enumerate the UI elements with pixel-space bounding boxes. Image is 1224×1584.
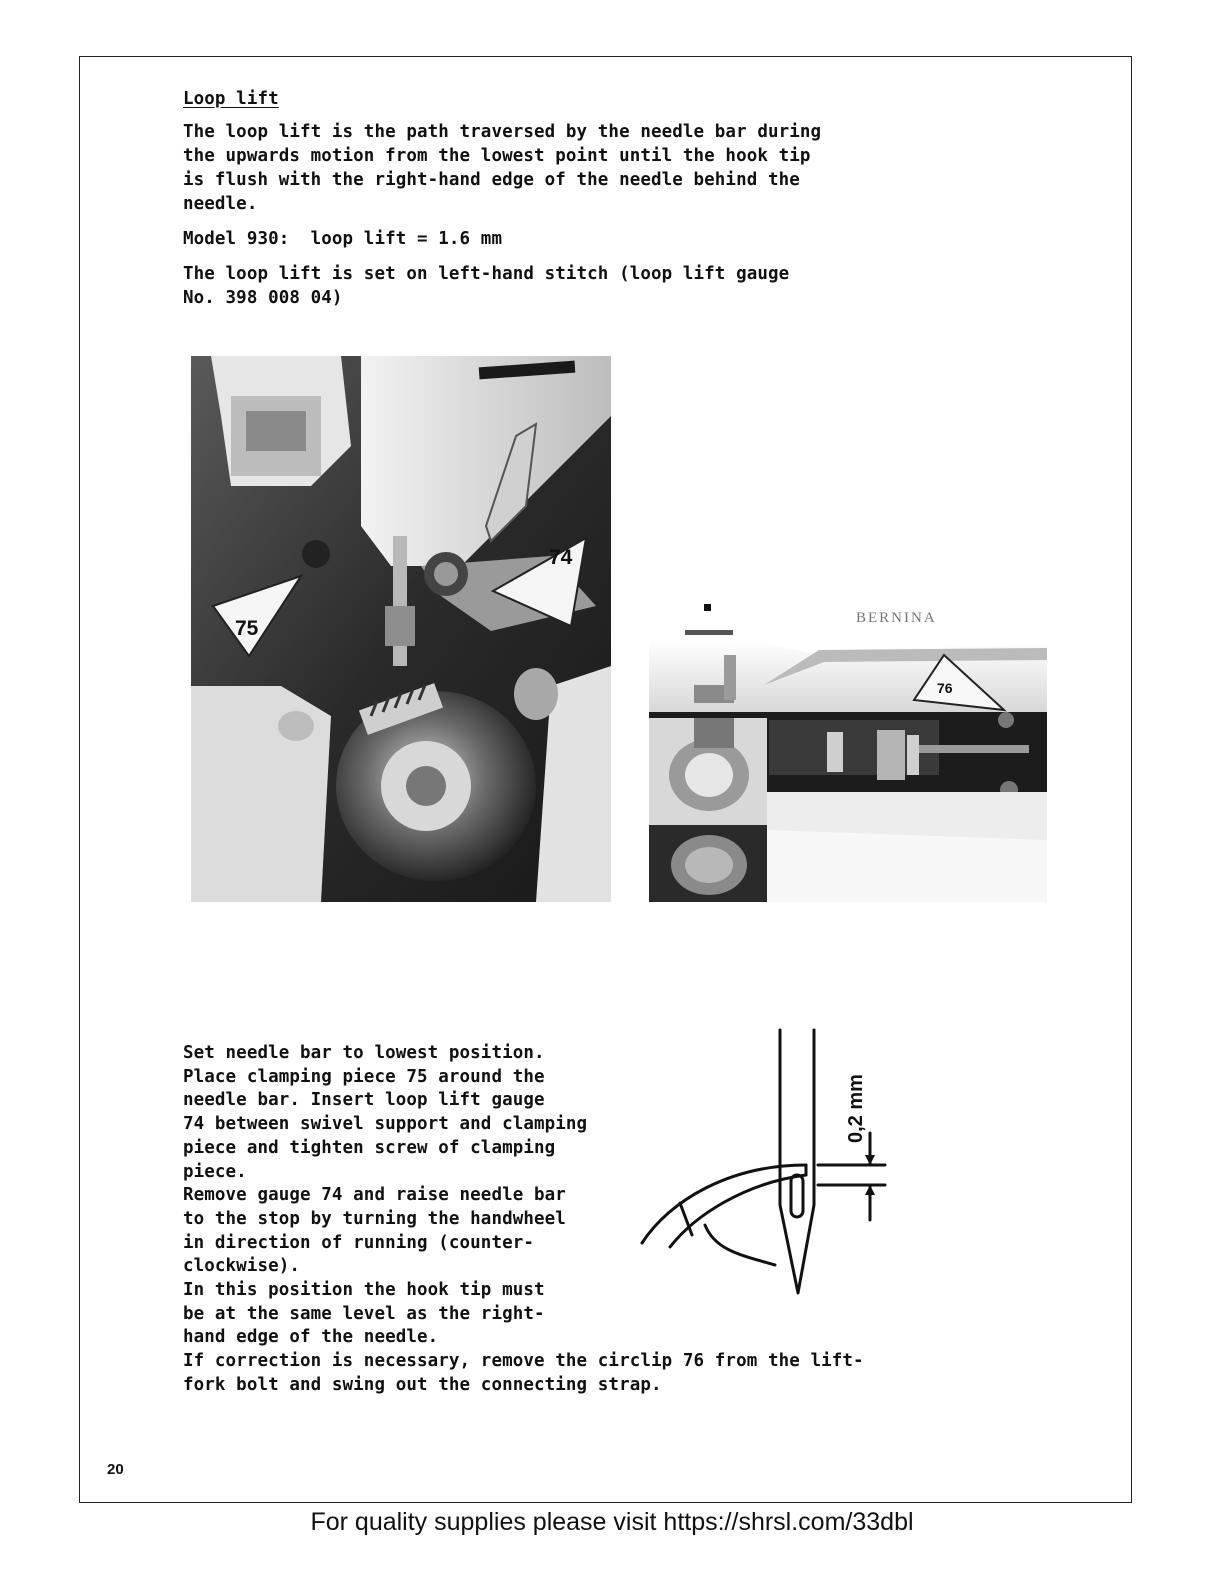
model-spec: Model 930: loop lift = 1.6 mm (183, 229, 503, 249)
instruction-line: piece. (183, 1162, 247, 1182)
hook-needle-diagram (630, 1025, 900, 1300)
instruction-line: If correction is necessary, remove the circlip 76 from the lift- (183, 1351, 864, 1371)
instruction-line: needle bar. Insert loop lift gauge (183, 1090, 545, 1110)
dimension-label: 0,2 mm (845, 1074, 867, 1143)
instruction-line: In this position the hook tip must (183, 1280, 545, 1300)
photo-needle-bar-clamp (191, 356, 611, 902)
instruction-line: Place clamping piece 75 around the (183, 1067, 545, 1087)
footer-link-text: For quality supplies please visit https://shrsl.com/33dbl (310, 1508, 914, 1536)
instruction-line: piece and tighten screw of clamping (183, 1138, 556, 1158)
label-74: 74 (549, 546, 573, 569)
intro-line-3: is flush with the right-hand edge of the needle behind the (183, 170, 800, 190)
instruction-line: in direction of running (counter- (183, 1233, 534, 1253)
instruction-line: be at the same level as the right- (183, 1304, 545, 1324)
gauge-line-2: No. 398 008 04) (183, 288, 343, 308)
brand-logo: BERNINA (856, 610, 937, 626)
intro-line-1: The loop lift is the path traversed by the needle bar during (183, 122, 822, 142)
label-75: 75 (235, 617, 259, 640)
instruction-line: to the stop by turning the handwheel (183, 1209, 566, 1229)
instruction-line: clockwise). (183, 1256, 300, 1276)
instruction-line: Remove gauge 74 and raise needle bar (183, 1185, 566, 1205)
section-heading: Loop lift (183, 89, 279, 109)
instruction-line: Set needle bar to lowest position. (183, 1043, 545, 1063)
photo-lift-fork-circlip (649, 600, 1047, 902)
label-76: 76 (937, 680, 953, 696)
intro-line-4: needle. (183, 194, 258, 214)
page-number: 20 (107, 1461, 124, 1478)
intro-line-2: the upwards motion from the lowest point until the hook tip (183, 146, 811, 166)
instruction-line: 74 between swivel support and clamping (183, 1114, 588, 1134)
gauge-line-1: The loop lift is set on left-hand stitch (loop lift gauge (183, 264, 790, 284)
instruction-line: hand edge of the needle. (183, 1327, 439, 1347)
instruction-line: fork bolt and swing out the connecting strap. (183, 1375, 662, 1395)
